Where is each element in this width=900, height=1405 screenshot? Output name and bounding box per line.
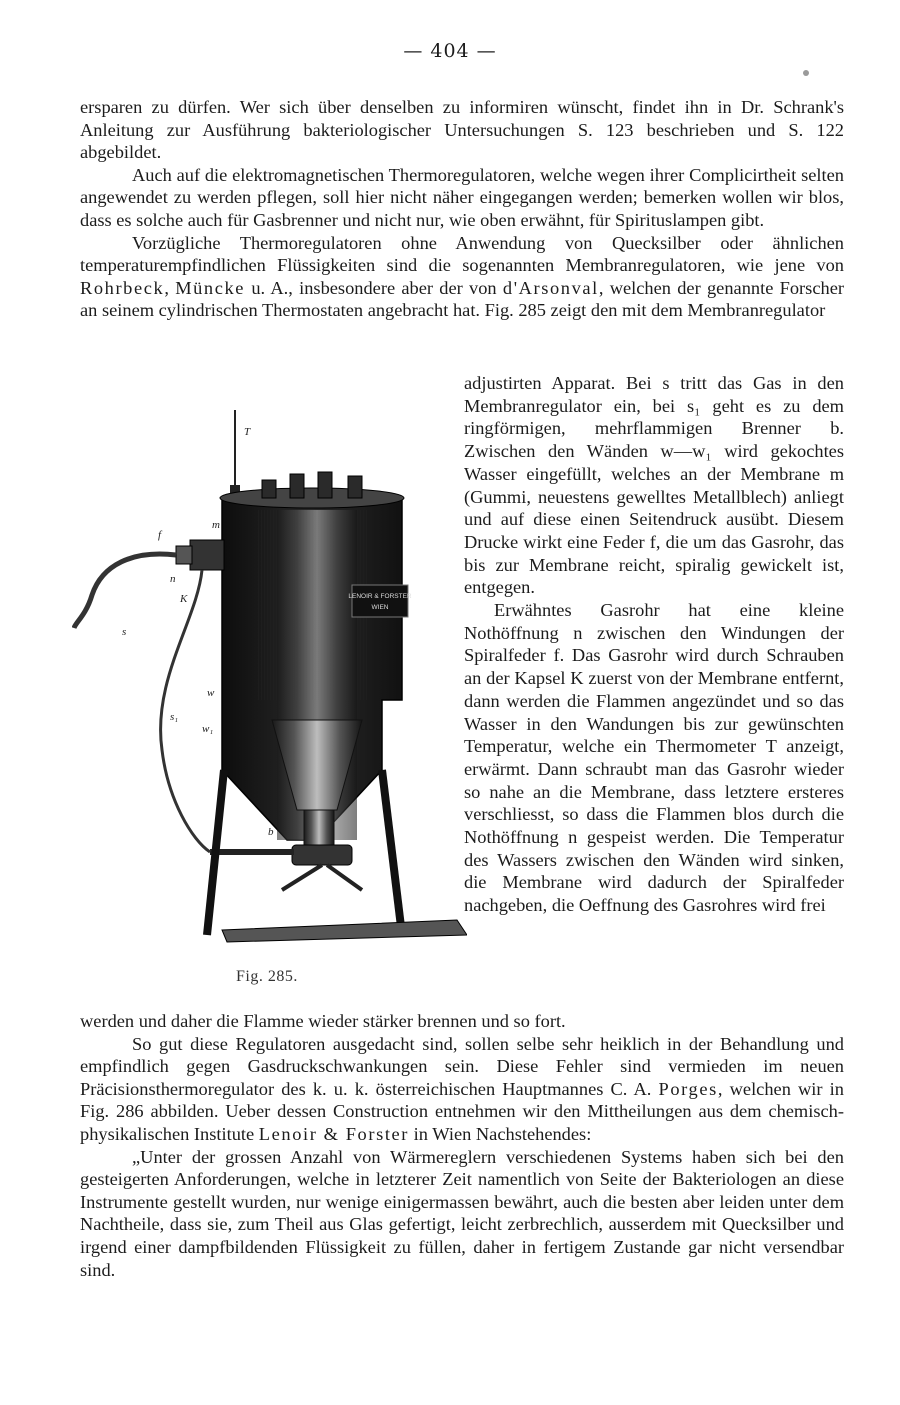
stand-leg bbox=[382, 770, 402, 935]
label-w: w bbox=[207, 687, 215, 699]
maker-plate bbox=[352, 585, 408, 617]
stand-base bbox=[222, 920, 467, 942]
right-column-text bbox=[464, 372, 844, 917]
maker-plate-line2: WIEN bbox=[371, 604, 389, 611]
top-text-block bbox=[80, 96, 844, 322]
label-f: f bbox=[158, 529, 162, 541]
name-muencke: Müncke bbox=[175, 277, 246, 298]
para3-part1: Vorzügliche Thermoregulatoren ohne Anwendung von Quecksilber oder ähnlichen temperaturempfindlichen Flüssigkeiten sind die sogenannten Membranregulatoren, wie jene von bbox=[80, 232, 844, 276]
bottom-text-block bbox=[80, 1010, 844, 1281]
print-speck bbox=[803, 70, 809, 76]
name-porges: Porges bbox=[658, 1078, 718, 1099]
label-T: T bbox=[244, 426, 251, 438]
label-n: n bbox=[170, 573, 176, 585]
para3-part3: u. A., insbesondere aber der von bbox=[251, 277, 497, 298]
thermostat-illustration bbox=[72, 390, 467, 950]
porges-part1: So gut diese Regulatoren ausgedacht sind, sollen selbe sehr heiklich in der Behandlung und empfindlich gegen Gasdruckschwankungen sein. Diese Fehler sind vermieden im neuen Präcisionsthermoregulator des k. u. k. österreichischen Hauptmannes C. A. bbox=[80, 1033, 844, 1099]
name-lenoir-forster: Lenoir & Forster bbox=[258, 1123, 410, 1144]
vessel-lid bbox=[220, 488, 404, 508]
name-rohrbeck: Rohrbeck bbox=[80, 277, 165, 298]
para3-part4: , welchen der genannte Forscher an seinem cylindrischen Thermostaten angebracht hat. Fig. 285 zeigt den mit dem Membranregulator bbox=[80, 277, 844, 321]
regulator-nozzle bbox=[176, 546, 192, 564]
figure-caption: Fig. 285. bbox=[236, 968, 298, 985]
paragraph-continuation: ersparen zu dürfen. Wer sich über denselben zu informiren wünscht, findet ihn in Dr. Schrank's Anleitung zur Ausführung bakteriologischer Untersuchungen S. 123 beschrieben und S. 122 abgebildet. bbox=[80, 97, 844, 163]
paragraph-electromagnetic: Auch auf die elektromagnetischen Thermoregulatoren, welche wegen ihrer Complicirtheit selten angewendet zu werden pflegen, soll hier nicht näher eingegangen werden; bemerken wollen wir blos, dass es solche auch für Gasbrenner und nicht nur, wie oben erwähnt, für Spirituslampen gibt. bbox=[80, 164, 844, 230]
label-w1: w₁ bbox=[202, 723, 214, 735]
label-s1: s₁ bbox=[170, 711, 179, 723]
porges-part3: in Wien Nachstehendes: bbox=[413, 1123, 592, 1144]
burner-ring bbox=[292, 845, 352, 865]
label-s: s bbox=[122, 626, 127, 638]
paragraph-quote: „Unter der grossen Anzahl von Wärmereglern verschiedenen Systems haben sich bei den gesteigerten Anforderungen, welche in letzterer Zeit namentlich von Seite der Bakteriologen an diese Instrumente gestellt wurden, nur wenige einigermassen bewährt, auch die besten aber leiden unter dem Nachtheile, dass sie, zum Theil aus Glas gefertigt, leicht zerbrechlich, ausserdem mit Quecksilber und irgend einer dampfbildenden Flüssigkeit zu füllen, daher in fertigem Zustande gar nicht versendbar sind. bbox=[80, 1146, 844, 1280]
lid-knob bbox=[262, 480, 276, 498]
name-darsonval: d'Arsonval bbox=[502, 277, 599, 298]
stand-strut bbox=[282, 865, 322, 890]
lid-knob bbox=[290, 474, 304, 498]
paragraph-membrane-regulators bbox=[80, 232, 844, 322]
para3-part2: , bbox=[164, 277, 169, 298]
label-m: m bbox=[212, 519, 220, 531]
burner-supply-tube bbox=[161, 570, 210, 852]
membrane-regulator-capsule bbox=[190, 540, 224, 570]
paragraph-apparatus-description: adjustirten Apparat. Bei s tritt das Gas in den Membranregulator ein, bei s₁ geht es zu dem ringförmigen, mehrflammigen Brenner b. Zwischen den Wänden w—w₁ wird gekochtes Wasser eingefüllt, welches an der Membrane m (Gummi, neuestens gewelltes Metallblech) anliegt und auf diese einen Seitendruck ausübt. Diesem Drucke wirkt eine Feder f, die um das Gasrohr, das bis zur Membrane reicht, spiralig gewickelt ist, entgegen. bbox=[464, 373, 844, 598]
stand-strut bbox=[327, 865, 362, 890]
lid-knob bbox=[318, 472, 332, 498]
page-number: — 404 — bbox=[403, 40, 497, 62]
label-K: K bbox=[180, 593, 188, 605]
figure-285-thermostat bbox=[72, 390, 467, 950]
paragraph-porges-regulator bbox=[80, 1033, 844, 1146]
label-b: b bbox=[268, 826, 274, 838]
maker-plate-line1: LENOIR & FORSTER bbox=[348, 593, 412, 600]
porges-part2: , welchen wir in Fig. 286 abbilden. Ueber dessen Construction entnehmen wir den Mittheilungen aus dem chemisch-physikalischen Institute bbox=[80, 1078, 844, 1144]
paragraph-continuation-end: werden und daher die Flamme wieder stärker brennen und so fort. bbox=[80, 1011, 566, 1031]
gas-inlet-hose bbox=[74, 554, 176, 628]
paragraph-gas-tube: Erwähntes Gasrohr hat eine kleine Nothöffnung n zwischen den Windungen der Spiralfeder f. Das Gasrohr wird durch Schrauben an der Kapsel K zuerst von der Membrane entfernt, dann werden die Flammen angezündet und so das Wasser in den Wandungen bis zur gewünschten Temperatur, welche ein Thermometer T anzeigt, erwärmt. Dann schraubt man das Gasrohr wieder so nahe an die Membrane, dass letztere ersteres verschliesst, so dass die Flammen blos durch die Nothöffnung n gespeist werden. Die Temperatur des Wassers zwischen den Wänden wird sinken, die Membrane wird dadurch der Spiralfeder nachgeben, die Oeffnung des Gasrohres wird frei bbox=[464, 600, 844, 916]
lid-knob bbox=[348, 476, 362, 498]
